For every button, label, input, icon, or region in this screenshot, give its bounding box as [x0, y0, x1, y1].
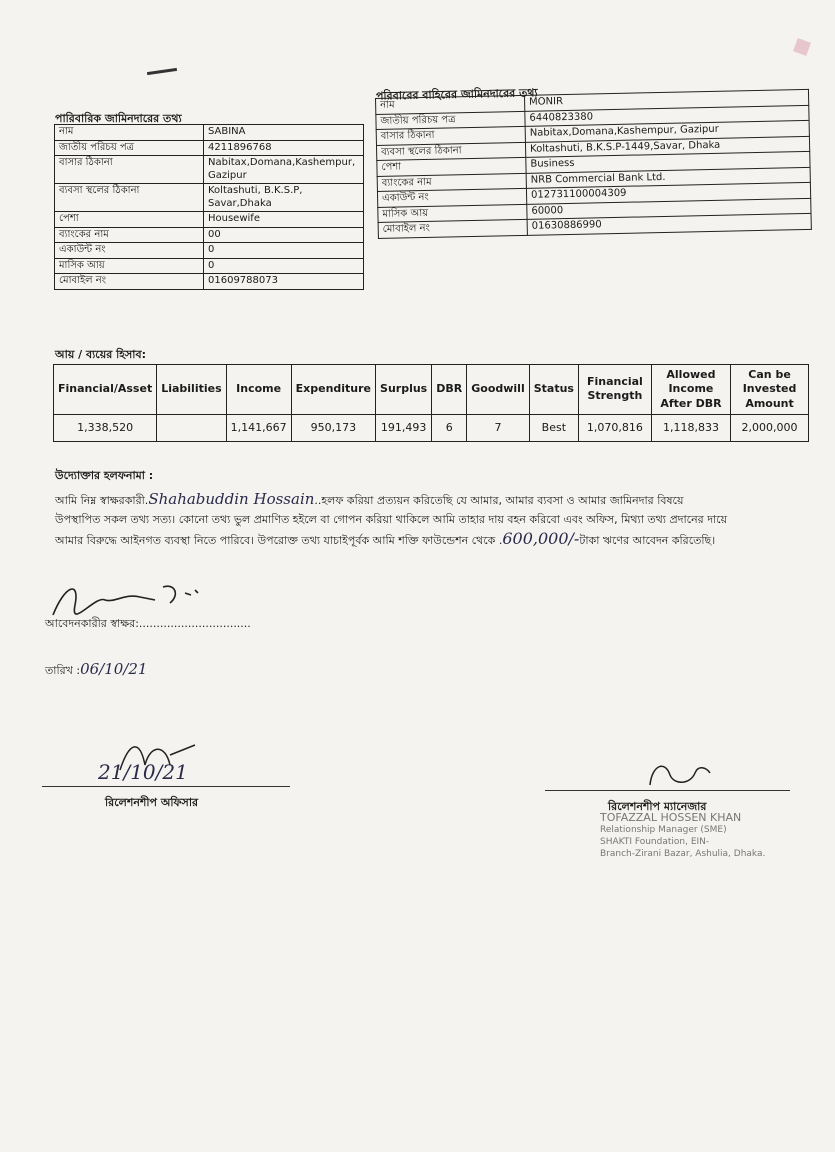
- family_guarantor-row: [55, 125, 364, 141]
- finance-column-header: Can be Invested Amount: [731, 365, 809, 415]
- field-label: একাউন্ট নং: [55, 243, 204, 259]
- field-label: পেশা: [55, 212, 204, 228]
- family_guarantor-row: [55, 227, 364, 243]
- finance-column-header: Financial Strength: [578, 365, 651, 415]
- finance-cell: 7: [467, 414, 530, 441]
- field-value: 6440823380: [525, 105, 809, 126]
- finance-cell: Best: [529, 414, 578, 441]
- field-label: জাতীয় পরিচয় পত্র: [55, 140, 204, 156]
- field-value: 00: [204, 227, 364, 243]
- field-label: মাসিক আয়: [378, 204, 527, 223]
- outside-guarantor-table: [375, 89, 812, 239]
- finance-table: [53, 364, 809, 442]
- page-corner-mark: [793, 38, 811, 56]
- manager-signature: [640, 755, 720, 795]
- field-value: 0: [204, 243, 364, 259]
- finance-data-row: [54, 414, 809, 441]
- finance-column-header: Financial/Asset: [54, 365, 157, 415]
- officer-signed-date: 21/10/21: [98, 760, 188, 784]
- applicant-signature-label: আবেদনকারীর স্বাক্ষর:................................: [45, 617, 251, 630]
- finance-column-header: Expenditure: [291, 365, 375, 415]
- family_guarantor-row: [55, 243, 364, 259]
- family_guarantor-row: [55, 274, 364, 290]
- finance-cell: 191,493: [376, 414, 432, 441]
- field-value: Nabitax,Domana,Kashempur, Gazipur: [525, 120, 809, 141]
- finance-cell: [157, 414, 226, 441]
- field-value: Housewife: [204, 212, 364, 228]
- applicant-date: তারিখ :06/10/21: [45, 660, 148, 678]
- field-label: একাউন্ট নং: [377, 188, 526, 207]
- field-label: মোবাইল নং: [378, 219, 527, 238]
- family_guarantor-row: [55, 184, 364, 212]
- outside-guarantor-title: পরিবারের বাহিরের জামিনদারের তথ্য: [375, 86, 538, 103]
- affidavit-line-2: উপস্থাপিত সকল তথ্য সত্য। কোনো তথ্য ভুল প্রমাণিত হইলে বা গোপন করিয়া থাকিলে আমি তাহার দায় বহন করিবো এবং অফিস, মিথ্যা তথ্য প্রদানের দায়ে: [55, 513, 728, 526]
- finance-header-row: [54, 365, 809, 415]
- family_guarantor-row: [55, 156, 364, 184]
- field-value: Koltashuti, B.K.S.P-1449,Savar, Dhaka: [525, 136, 809, 157]
- field-label: পেশা: [377, 157, 526, 176]
- family-guarantor-title: পারিবারিক জামিনদারের তথ্য: [55, 112, 182, 125]
- affidavit-title: উদ্যোক্তার হলফনামা :: [55, 469, 154, 482]
- finance-cell: 950,173: [291, 414, 375, 441]
- finance-title: আয় / ব্যয়ের হিসাব:: [55, 348, 146, 361]
- field-value: 0: [204, 258, 364, 274]
- field-value: SABINA: [204, 125, 364, 141]
- family_guarantor-row: [55, 258, 364, 274]
- field-value: 60000: [527, 198, 811, 219]
- finance-cell: 6: [432, 414, 467, 441]
- manager-stamp: TOFAZZAL HOSSEN KHAN Relationship Manager (SME) SHAKTI Foundation, EIN- Branch-Zirani Bazar, Ashulia, Dhaka.: [600, 811, 766, 859]
- field-label: নাম: [376, 95, 525, 114]
- field-label: ব্যাংকের নাম: [377, 173, 526, 192]
- field-value: 4211896768: [204, 140, 364, 156]
- field-value: MONIR: [524, 89, 808, 110]
- field-value: 012731100004309: [526, 182, 810, 203]
- finance-cell: 1,118,833: [651, 414, 730, 441]
- field-label: মোবাইল নং: [55, 274, 204, 290]
- finance-column-header: Goodwill: [467, 365, 530, 415]
- finance-cell: 2,000,000: [731, 414, 809, 441]
- manager-signature-line: [545, 790, 790, 791]
- family-guarantor-table: [54, 124, 364, 290]
- field-value: 01630886990: [527, 213, 811, 234]
- ink-mark: [147, 68, 177, 75]
- finance-column-header: DBR: [432, 365, 467, 415]
- field-label: বাসার ঠিকানা: [55, 156, 204, 184]
- finance-column-header: Liabilities: [157, 365, 226, 415]
- finance-column-header: Status: [529, 365, 578, 415]
- field-label: বাসার ঠিকানা: [376, 126, 525, 145]
- finance-column-header: Income: [226, 365, 291, 415]
- finance-cell: 1,141,667: [226, 414, 291, 441]
- affidavit-line-3: আমার বিরুদ্ধে আইনগত ব্যবস্থা নিতে পারিবে। উপরোক্ত তথ্য যাচাইপূর্বক আমি শক্তি ফাউন্ডেশন থেকে .600,000/-টাকা ঋণের আবেদন করিতেছি।: [55, 529, 716, 548]
- field-value: Koltashuti, B.K.S.P, Savar,Dhaka: [204, 184, 364, 212]
- field-label: নাম: [55, 125, 204, 141]
- relationship-officer-label: রিলেশনশীপ অফিসার: [105, 796, 199, 809]
- field-label: জাতীয় পরিচয় পত্র: [376, 111, 525, 130]
- applicant-handwritten-name: Shahabuddin Hossain: [148, 490, 315, 508]
- finance-column-header: Surplus: [376, 365, 432, 415]
- field-value: Business: [526, 151, 810, 172]
- field-label: মাসিক আয়: [55, 258, 204, 274]
- field-label: ব্যবসা স্থলের ঠিকানা: [55, 184, 204, 212]
- finance-column-header: Allowed Income After DBR: [651, 365, 730, 415]
- applicant-date-value: 06/10/21: [80, 660, 148, 678]
- officer-signature-line: [42, 786, 290, 787]
- family_guarantor-row: [55, 212, 364, 228]
- family_guarantor-row: [55, 140, 364, 156]
- field-label: ব্যাংকের নাম: [55, 227, 204, 243]
- loan-amount-handwritten: 600,000/-: [502, 529, 580, 548]
- field-value: Nabitax,Domana,Kashempur, Gazipur: [204, 156, 364, 184]
- affidavit-line-1: আমি নিম্ন স্বাক্ষরকারী.Shahabuddin Hossain..হলফ করিয়া প্রত্যয়ন করিতেছি যে আমার, আমার ব্যবসা ও আমার জামিনদার বিষয়ে: [55, 490, 684, 508]
- finance-cell: 1,338,520: [54, 414, 157, 441]
- finance-cell: 1,070,816: [578, 414, 651, 441]
- relationship-manager-label: রিলেশনশীপ ম্যানেজার: [608, 800, 707, 813]
- field-value: 01609788073: [204, 274, 364, 290]
- field-value: NRB Commercial Bank Ltd.: [526, 167, 810, 188]
- affidavit-text: [55, 490, 815, 550]
- field-label: ব্যবসা স্থলের ঠিকানা: [376, 142, 525, 161]
